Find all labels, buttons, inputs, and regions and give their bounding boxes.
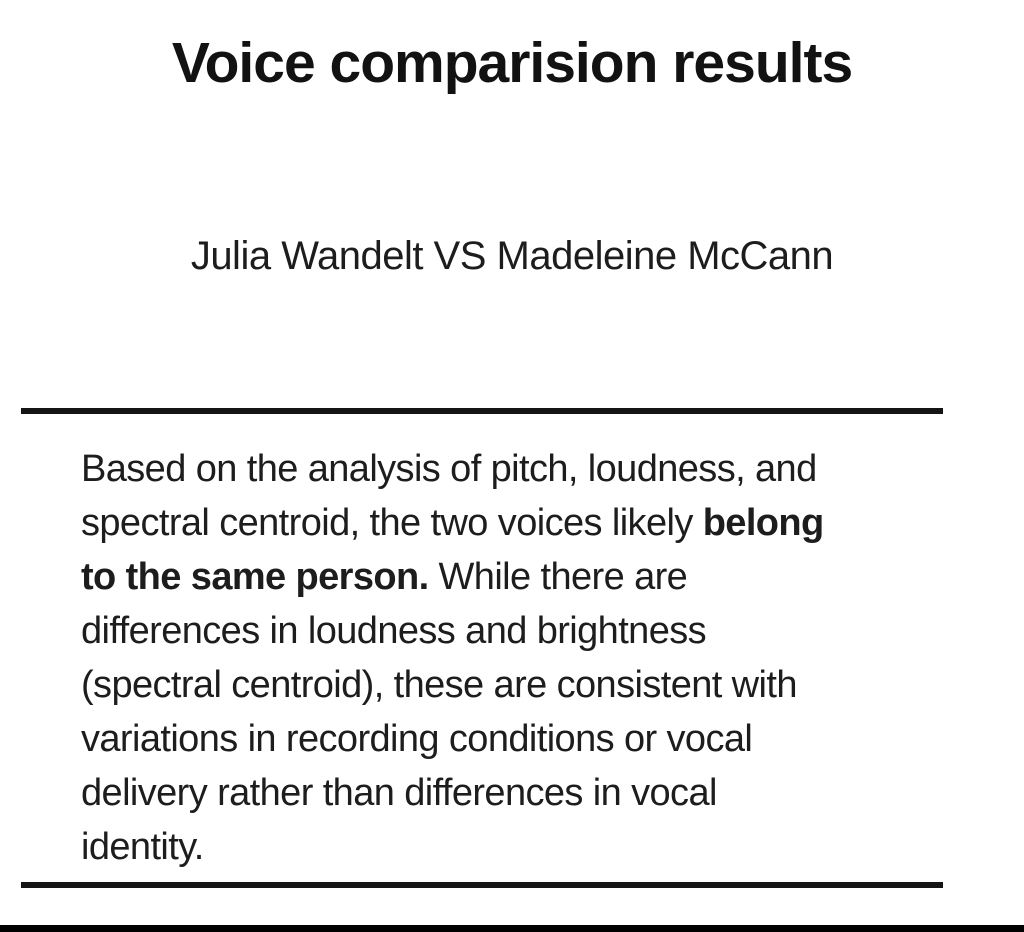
paragraph-line [81, 712, 991, 766]
comparison-subjects-subtitle: Julia Wandelt VS Madeleine McCann [190, 234, 834, 278]
paragraph-line [81, 820, 991, 874]
analysis-result-paragraph [81, 442, 991, 874]
divider-bottom [21, 882, 943, 888]
text-segment: variations in recording conditions or vocal [81, 718, 753, 760]
paragraph-line [81, 658, 991, 712]
paragraph-line [81, 496, 991, 550]
text-segment: While there are [428, 556, 688, 598]
bottom-edge-bar [0, 925, 1024, 932]
bold-text-segment: belong [702, 502, 824, 544]
text-segment: (spectral centroid), these are consistent with [81, 664, 797, 706]
text-segment: delivery rather than differences in vocal [81, 772, 717, 814]
text-segment: differences in loudness and brightness [81, 610, 707, 652]
paragraph-line [81, 442, 991, 496]
text-segment: Based on the analysis of pitch, loudness, and [81, 448, 817, 490]
paragraph-line [81, 550, 991, 604]
paragraph-line [81, 766, 991, 820]
text-segment: spectral centroid, the two voices likely [81, 502, 703, 544]
bold-text-segment: to the same person. [81, 556, 429, 598]
page-title: Voice comparision results [171, 31, 853, 95]
paragraph-line [81, 604, 991, 658]
divider-top [21, 408, 943, 414]
text-segment: identity. [81, 826, 204, 868]
